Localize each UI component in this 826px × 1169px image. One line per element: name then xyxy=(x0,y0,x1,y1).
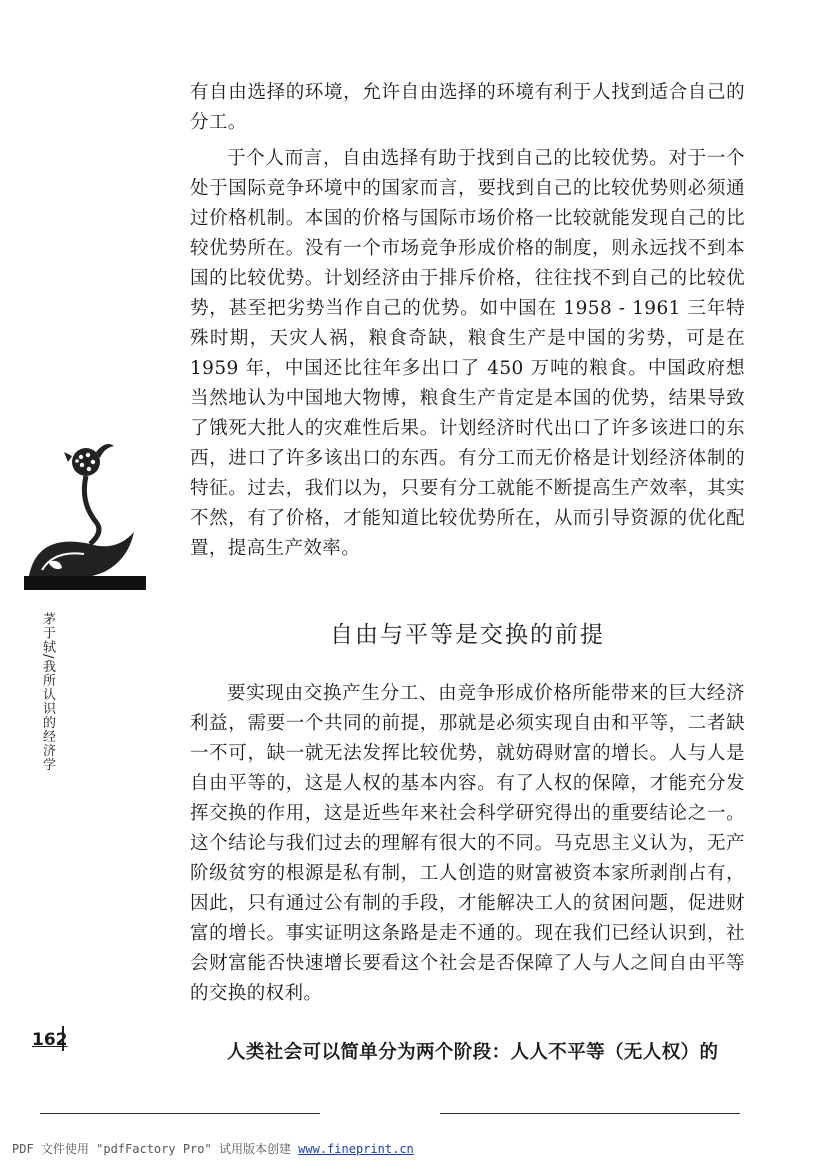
footer-link[interactable]: www.fineprint.cn xyxy=(298,1142,414,1156)
page-number: 162 xyxy=(32,1030,68,1050)
paragraph-2: 于个人而言，自由选择有助于找到自己的比较优势。对于一个处于国际竞争环境中的国家而言，要找到自己的比较优势则必须通过价格机制。本国的价格与国际市场价格一比较就能发现自己的比较优势所在。没有一个市场竞争形成价格的制度，则永远找不到本国的比较优势。计划经济由于排斥价格，往往找不到自己的比较优势，甚至把劣势当作自己的优势。如中国在 1958 - 1961 三年特殊时期，天灾人祸，粮食奇缺，粮食生产是中国的劣势，可是在 1959 年，中国还比往年多出口了 450 万吨的粮食。中国政府想当然地认为中国地大物博，粮食生产肯定是本国的优势，结果导致了饿死大批人的灾难性后果。计划经济时代出口了许多该进口的东西，进口了许多该出口的东西。有分工而无价格是计划经济体制的特征。过去，我们以为，只要有分工就能不断提高生产效率，其实不然，有了价格，才能知道比较优势所在，从而引导资源的优化配置，提高生产效率。 xyxy=(190,148,745,559)
footer-rule-right xyxy=(440,1113,740,1114)
book-title-vertical: 茅于轼/我所认识的经济学 xyxy=(40,612,55,772)
footer-rule-left xyxy=(40,1113,320,1114)
paragraph-1: 有自由选择的环境，允许自由选择的环境有利于人找到适合自己的分工。 xyxy=(190,82,745,133)
paragraph-4: 人类社会可以简单分为两个阶段：人人不平等（无人权）的 xyxy=(227,1042,719,1063)
footer-text: PDF 文件使用 "pdfFactory Pro" 试用版本创建 xyxy=(12,1142,299,1156)
paragraph-3: 要实现由交换产生分工、由竞争形成价格所能带来的巨大经济利益，需要一个共同的前提，那就是必须实现自由和平等，二者缺一不可，缺一就无法发挥比较优势，就妨碍财富的增长。人与人是自由平等的，这是人权的基本内容。有了人权的保障，才能充分发挥交换的作用，这是近些年来社会科学研究得出的重要结论之一。这个结论与我们过去的理解有很大的不同。马克思主义认为，无产阶级贫穷的根源是私有制，工人创造的财富被资本家所剥削占有，因此，只有通过公有制的手段，才能解决工人的贫困问题，促进财富的增长。事实证明这条路是走不通的。现在我们已经认识到，社会财富能否快速增长要看这个社会是否保障了人与人之间自由平等的交换的权利。 xyxy=(190,683,745,1004)
bird-ornament-icon xyxy=(24,432,146,592)
section-heading: 自由与平等是交换的前提 xyxy=(330,622,605,648)
pdf-footer xyxy=(12,1140,414,1157)
